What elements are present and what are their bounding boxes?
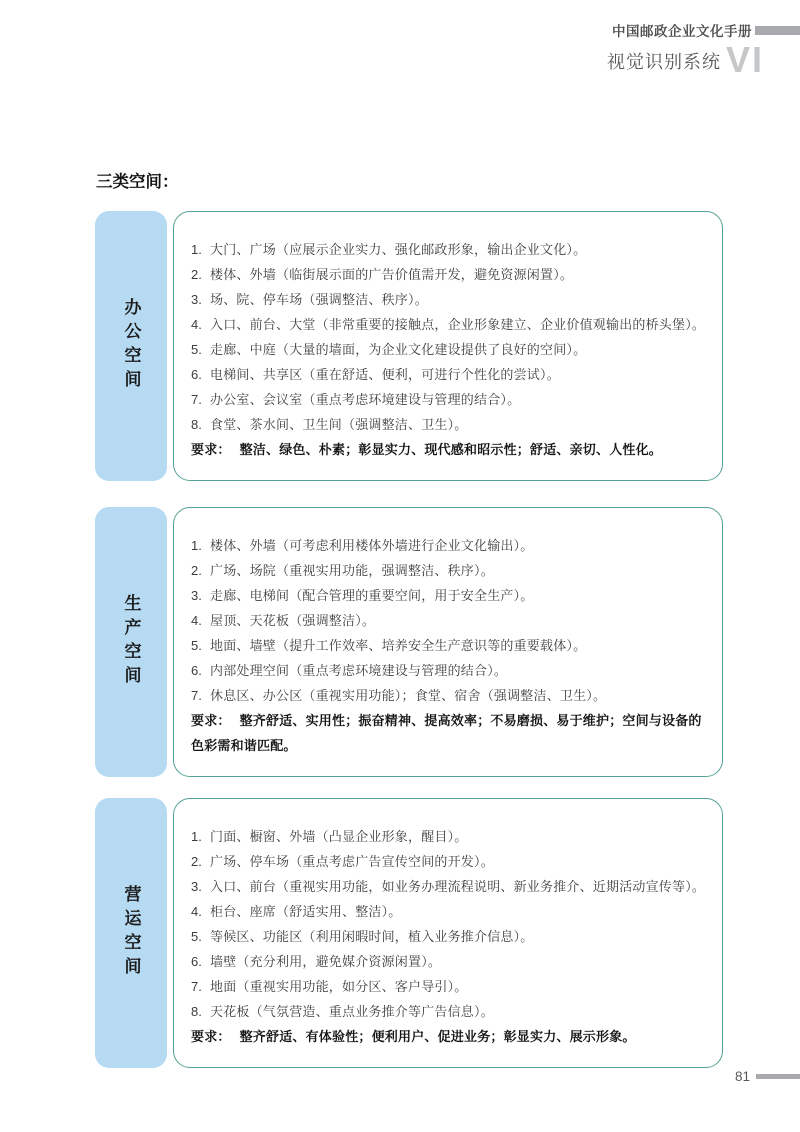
page-header — [606, 20, 800, 80]
item-number: 2. — [191, 854, 202, 869]
requirements-text: 整齐舒适、有体验性；便利用户、促进业务；彰显实力、展示形象。 — [239, 1029, 636, 1044]
item-text: 办公室、会议室（重点考虑环境建设与管理的结合）。 — [210, 392, 521, 407]
item-text: 楼体、外墙（临街展示面的广告价值需开发，避免资源闲置）。 — [210, 267, 574, 282]
list-item — [183, 387, 714, 412]
vi-subtitle: 视觉识别系统 — [606, 52, 721, 72]
item-number: 7. — [191, 392, 202, 407]
item-number: 5. — [191, 638, 202, 653]
item-number: 3. — [191, 879, 202, 894]
requirements-label: 要求： — [191, 442, 231, 457]
requirements-line — [183, 437, 714, 462]
requirements-text: 整齐舒适、实用性；振奋精神、提高效率；不易磨损、易于维护；空间与设备的色彩需和谐匹配。 — [191, 713, 702, 753]
list-item — [183, 899, 714, 924]
item-number: 5. — [191, 929, 202, 944]
item-number: 7. — [191, 979, 202, 994]
item-text: 天花板（气氛营造、重点业务推介等广告信息）。 — [210, 1004, 494, 1019]
list-item — [183, 633, 714, 658]
item-number: 6. — [191, 367, 202, 382]
list-item — [183, 683, 714, 708]
item-list — [183, 824, 714, 1024]
list-item — [183, 558, 714, 583]
item-text: 食堂、茶水间、卫生间（强调整洁、卫生）。 — [210, 417, 468, 432]
item-number: 4. — [191, 613, 202, 628]
header-title-row — [607, 20, 800, 40]
list-item — [183, 262, 714, 287]
item-text: 大门、广场（应展示企业实力、强化邮政形象，输出企业文化）。 — [210, 242, 587, 257]
item-number: 1. — [191, 538, 202, 553]
space-section — [95, 211, 723, 481]
item-text: 等候区、功能区（利用闲暇时间，植入业务推介信息）。 — [210, 929, 534, 944]
item-number: 6. — [191, 954, 202, 969]
item-text: 内部处理空间（重点考虑环境建设与管理的结合）。 — [210, 663, 508, 678]
item-text: 入口、前台、大堂（非常重要的接触点，企业形象建立、企业价值观输出的桥头堡）。 — [210, 317, 706, 332]
requirements-text: 整洁、绿色、朴素；彰显实力、现代感和昭示性；舒适、亲切、人性化。 — [239, 442, 663, 457]
requirements-label: 要求： — [191, 713, 231, 728]
list-item — [183, 237, 714, 262]
page-title: 三类空间： — [96, 173, 179, 191]
list-item — [183, 608, 714, 633]
page-number: 81 — [734, 1069, 750, 1084]
sections — [95, 211, 723, 1068]
list-item — [183, 849, 714, 874]
section-content-box — [173, 507, 723, 777]
item-text: 走廊、电梯间（配合管理的重要空间，用于安全生产）。 — [210, 588, 534, 603]
list-item — [183, 999, 714, 1024]
header-accent-bar — [755, 26, 800, 35]
section-sidebar — [95, 507, 167, 777]
list-item — [183, 874, 714, 899]
item-text: 屋顶、天花板（强调整洁）。 — [210, 613, 376, 628]
list-item — [183, 362, 714, 387]
item-text: 电梯间、共享区（重在舒适、便利，可进行个性化的尝试）。 — [210, 367, 560, 382]
requirements-line — [183, 1024, 714, 1049]
item-number: 3. — [191, 292, 202, 307]
section-content-box — [173, 798, 723, 1068]
item-number: 7. — [191, 688, 202, 703]
list-item — [183, 924, 714, 949]
list-item — [183, 337, 714, 362]
item-text: 地面（重视实用功能，如分区、客户导引）。 — [210, 979, 468, 994]
header-subtitle-row — [606, 39, 800, 80]
list-item — [183, 949, 714, 974]
list-item — [183, 974, 714, 999]
list-item — [183, 312, 714, 337]
item-number: 3. — [191, 588, 202, 603]
item-number: 4. — [191, 317, 202, 332]
item-text: 墙壁（充分利用，避免媒介资源闲置）。 — [210, 954, 442, 969]
section-sidebar — [95, 211, 167, 481]
section-sidebar — [95, 798, 167, 1068]
space-section — [95, 507, 723, 777]
section-content-box — [173, 211, 723, 481]
list-item — [183, 824, 714, 849]
item-text: 柜台、座席（舒适实用、整洁）。 — [210, 904, 402, 919]
requirements-line — [183, 708, 714, 758]
item-text: 场、院、停车场（强调整洁、秩序）。 — [210, 292, 428, 307]
section-label: 营运空间 — [121, 885, 141, 981]
footer-accent-bar — [756, 1074, 800, 1079]
item-text: 休息区、办公区（重视实用功能）；食堂、宿舍（强调整洁、卫生）。 — [210, 688, 607, 703]
item-list — [183, 237, 714, 437]
item-list — [183, 533, 714, 708]
list-item — [183, 533, 714, 558]
section-label: 生产空间 — [121, 594, 141, 690]
list-item — [183, 287, 714, 312]
requirements-label: 要求： — [191, 1029, 231, 1044]
section-label: 办公空间 — [121, 298, 141, 394]
item-text: 楼体、外墙（可考虑利用楼体外墙进行企业文化输出）。 — [210, 538, 534, 553]
vi-logo: VI — [725, 39, 764, 80]
item-number: 2. — [191, 267, 202, 282]
item-number: 8. — [191, 417, 202, 432]
item-text: 门面、橱窗、外墙（凸显企业形象，醒目）。 — [210, 829, 468, 844]
item-number: 4. — [191, 904, 202, 919]
list-item — [183, 583, 714, 608]
item-text: 入口、前台（重视实用功能，如业务办理流程说明、新业务推介、近期活动宣传等）。 — [210, 879, 706, 894]
item-number: 1. — [191, 829, 202, 844]
item-text: 地面、墙壁（提升工作效率、培养安全生产意识等的重要载体）。 — [210, 638, 587, 653]
item-number: 1. — [191, 242, 202, 257]
item-number: 2. — [191, 563, 202, 578]
item-text: 广场、场院（重视实用功能，强调整洁、秩序）。 — [210, 563, 494, 578]
list-item — [183, 658, 714, 683]
item-number: 6. — [191, 663, 202, 678]
space-section — [95, 798, 723, 1068]
list-item — [183, 412, 714, 437]
item-number: 8. — [191, 1004, 202, 1019]
item-number: 5. — [191, 342, 202, 357]
item-text: 走廊、中庭（大量的墙面，为企业文化建设提供了良好的空间）。 — [210, 342, 587, 357]
item-text: 广场、停车场（重点考虑广告宣传空间的开发）。 — [210, 854, 494, 869]
handbook-title: 中国邮政企业文化手册 — [612, 24, 752, 39]
page-footer — [735, 1069, 800, 1084]
